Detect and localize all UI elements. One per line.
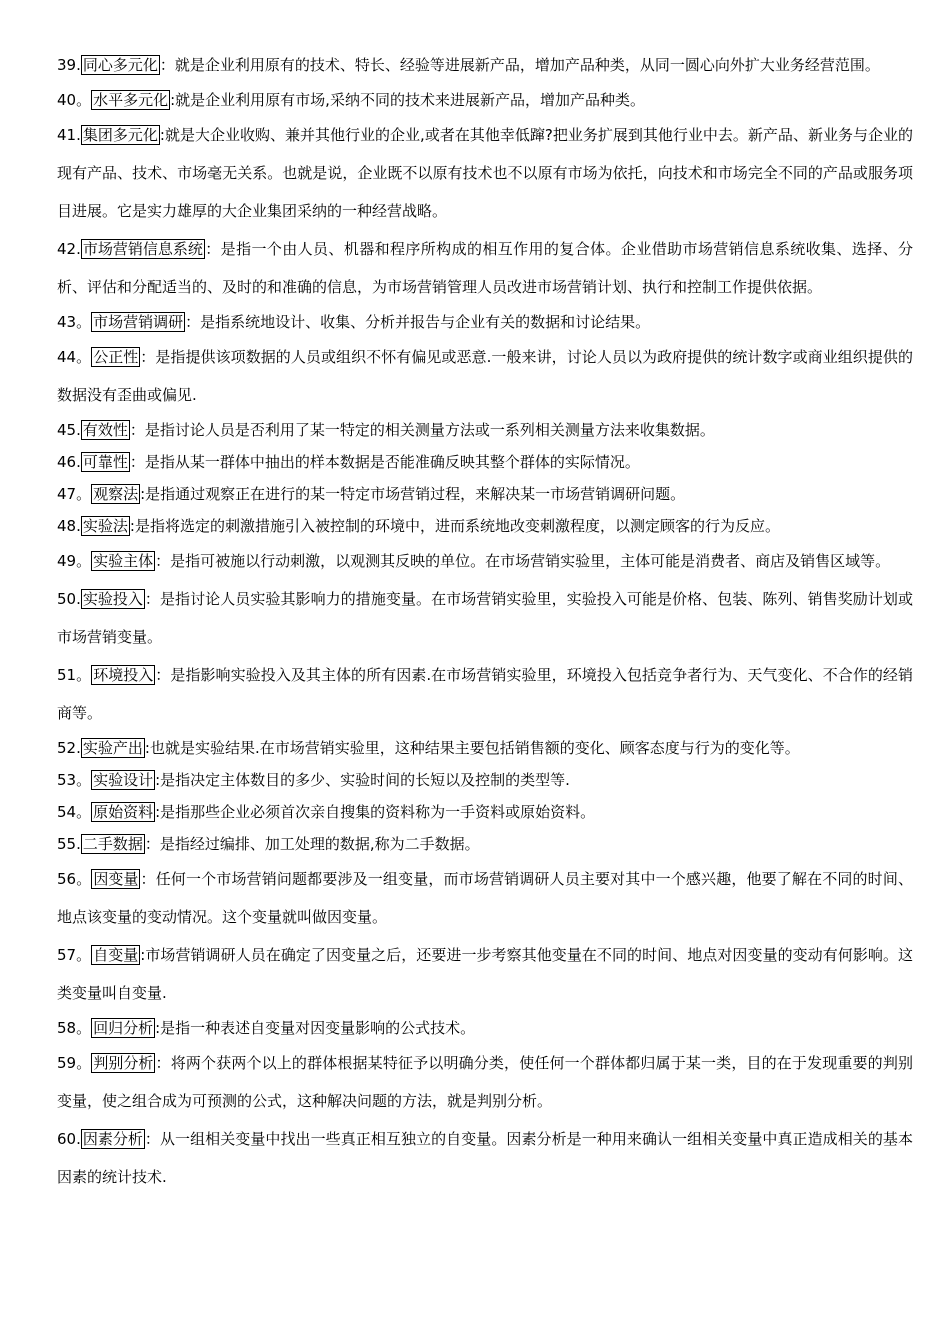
entry-definition: 是指从某一群体中抽出的样本数据是否能准确反映其整个群体的实际情况。 — [144, 453, 640, 471]
entry-56 — [57, 860, 913, 936]
entry-separator: ： — [129, 453, 145, 471]
glossary-page — [57, 46, 913, 1196]
entry-definition: 从一组相关变量中找出一些真正相互独立的自变量。因素分析是一种用来确认一组相关变量中真正造成相关的基本因素的统计技术. — [57, 1130, 913, 1186]
entry-term: 因素分析 — [82, 1130, 143, 1148]
entry-term: 因变量 — [93, 870, 139, 888]
entry-definition: 是指一个由人员、机器和程序所构成的相互作用的复合体。企业借助市场营销信息系统收集、选择、分析、评估和分配适当的、及时的和准确的信息，为市场营销管理人员改进市场营销计划、执行和控制工作提供依据。 — [57, 240, 913, 296]
entry-59 — [57, 1044, 913, 1120]
entry-number: 40。 — [57, 91, 92, 109]
entry-separator: ： — [144, 835, 160, 853]
entry-number: 60. — [57, 1130, 81, 1148]
entry-number: 39. — [57, 56, 81, 74]
entry-definition: 市场营销调研人员在确定了因变量之后，还要进一步考察其他变量在不同的时间、地点对因变量的变动有何影响。这类变量叫自变量. — [57, 946, 913, 1002]
entry-definition: 就是企业利用原有市场,采纳不同的技术来进展新产品，增加产品种类。 — [175, 91, 645, 109]
entry-47 — [57, 478, 913, 510]
entry-separator: ： — [140, 870, 156, 888]
entry-separator: : — [159, 126, 165, 144]
entry-41 — [57, 116, 913, 230]
entry-term: 可靠性 — [82, 453, 128, 471]
entry-definition: 是指将选定的刺激措施引入被控制的环境中，进而系统地改变刺激程度，以测定顾客的行为反应。 — [134, 517, 780, 535]
entry-definition: 也就是实验结果.在市场营销实验里，这种结果主要包括销售额的变化、顾客态度与行为的变化等。 — [149, 739, 800, 757]
entry-51 — [57, 656, 913, 732]
entry-definition: 是指系统地设计、收集、分析并报告与企业有关的数据和讨论结果。 — [200, 313, 651, 331]
entry-separator: : — [155, 771, 161, 789]
entry-40 — [57, 84, 913, 116]
entry-term: 环境投入 — [93, 666, 154, 684]
entry-term: 自变量 — [93, 946, 139, 964]
entry-number: 53。 — [57, 771, 92, 789]
entry-number: 56。 — [57, 870, 92, 888]
entry-number: 55. — [57, 835, 81, 853]
entry-44 — [57, 338, 913, 414]
entry-number: 46. — [57, 453, 81, 471]
entry-54 — [57, 796, 913, 828]
entry-term: 回归分析 — [93, 1019, 154, 1037]
entry-term: 二手数据 — [82, 835, 143, 853]
entry-separator: : — [155, 803, 161, 821]
entry-definition: 将两个获两个以上的群体根据某特征予以明确分类，使任何一个群体都归属于某一类，目的在于发现重要的判别变量，使之组合成为可预测的公式，这种解决问题的方法，就是判别分析。 — [57, 1054, 913, 1110]
entry-number: 41. — [57, 126, 81, 144]
entry-number: 59。 — [57, 1054, 92, 1072]
entry-number: 57。 — [57, 946, 92, 964]
entry-50 — [57, 580, 913, 656]
entry-57 — [57, 936, 913, 1012]
entry-separator: : — [144, 739, 150, 757]
entry-separator: ： — [144, 590, 160, 608]
entry-55 — [57, 828, 913, 860]
entry-term: 市场营销调研 — [93, 313, 184, 331]
entry-number: 58。 — [57, 1019, 92, 1037]
entry-separator: ： — [155, 666, 171, 684]
entry-separator: ： — [140, 348, 156, 366]
entry-number: 49。 — [57, 552, 92, 570]
entry-term: 实验主体 — [93, 552, 154, 570]
entry-definition: 是指影响实验投入及其主体的所有因素.在市场营销实验里，环境投入包括竞争者行为、天气变化、不合作的经销商等。 — [57, 666, 913, 722]
entry-separator: : — [140, 485, 146, 503]
entry-definition: 是指经过编排、加工处理的数据,称为二手数据。 — [159, 835, 480, 853]
entry-term: 水平多元化 — [93, 91, 169, 109]
entry-separator: ： — [144, 1130, 160, 1148]
entry-49 — [57, 542, 913, 580]
entry-definition: 就是大企业收购、兼并其他行业的企业,或者在其他幸低蹿?把业务扩展到其他行业中去。新产品、新业务与企业的现有产品、技术、市场毫无关系。也就是说，企业既不以原有技术也不以原有市场为依托，向技术和市场完全不同的产品或服务项目进展。它是实力雄厚的大企业集团采纳的一种经营战略。 — [57, 126, 913, 220]
entry-definition: 是指通过观察正在进行的某一特定市场营销过程，来解决某一市场营销调研问题。 — [145, 485, 686, 503]
entry-number: 42. — [57, 240, 81, 258]
entry-separator: ： — [159, 56, 175, 74]
entry-separator: ： — [204, 240, 221, 258]
entry-48 — [57, 510, 913, 542]
entry-term: 实验法 — [82, 517, 128, 535]
entry-number: 48. — [57, 517, 81, 535]
entry-number: 44。 — [57, 348, 92, 366]
entry-definition: 是指可被施以行动刺激，以观测其反映的单位。在市场营销实验里，主体可能是消费者、商店及销售区域等。 — [170, 552, 891, 570]
entry-term: 实验设计 — [93, 771, 154, 789]
entry-separator: ： — [155, 1054, 171, 1072]
entry-definition: 任何一个市场营销问题都要涉及一组变量，而市场营销调研人员主要对其中一个感兴趣，他要了解在不同的时间、地点该变量的变动情况。这个变量就叫做因变量。 — [57, 870, 913, 926]
entry-52 — [57, 732, 913, 764]
entry-definition: 是指讨论人员是否利用了某一特定的相关测量方法或一系列相关测量方法来收集数据。 — [144, 421, 715, 439]
entry-term: 实验产出 — [82, 739, 143, 757]
entry-separator: : — [129, 517, 135, 535]
entry-number: 45. — [57, 421, 81, 439]
entry-60 — [57, 1120, 913, 1196]
entry-definition: 是指一种表述自变量对因变量影响的公式技术。 — [160, 1019, 476, 1037]
entry-43 — [57, 306, 913, 338]
entry-term: 原始资料 — [93, 803, 154, 821]
entry-separator: ： — [129, 421, 145, 439]
entry-definition: 是指讨论人员实验其影响力的措施变量。在市场营销实验里，实验投入可能是价格、包装、陈列、销售奖励计划或市场营销变量。 — [57, 590, 913, 646]
entry-term: 判别分析 — [93, 1054, 154, 1072]
entry-separator: ： — [185, 313, 201, 331]
entry-separator: : — [170, 91, 176, 109]
entry-definition: 就是企业利用原有的技术、特长、经验等进展新产品，增加产品种类，从同一圆心向外扩大业务经营范围。 — [174, 56, 880, 74]
entry-term: 集团多元化 — [82, 126, 158, 144]
entry-number: 50. — [57, 590, 81, 608]
entry-term: 实验投入 — [82, 590, 143, 608]
entry-term: 公正性 — [93, 348, 139, 366]
entry-number: 51。 — [57, 666, 92, 684]
entry-53 — [57, 764, 913, 796]
entry-separator: ： — [155, 552, 171, 570]
entry-58 — [57, 1012, 913, 1044]
entry-term: 有效性 — [82, 421, 128, 439]
entry-number: 52. — [57, 739, 81, 757]
entry-45 — [57, 414, 913, 446]
entry-39 — [57, 46, 913, 84]
entry-term: 市场营销信息系统 — [82, 240, 203, 258]
entry-separator: : — [155, 1019, 161, 1037]
entry-definition: 是指提供该项数据的人员或组织不怀有偏见或恶意.一般来讲，讨论人员以为政府提供的统计数字或商业组织提供的数据没有歪曲或偏见. — [57, 348, 913, 404]
entry-number: 43。 — [57, 313, 92, 331]
entry-term: 观察法 — [93, 485, 139, 503]
entry-46 — [57, 446, 913, 478]
entry-term: 同心多元化 — [82, 56, 158, 74]
entry-42 — [57, 230, 913, 306]
entry-number: 54。 — [57, 803, 92, 821]
entry-separator: : — [140, 946, 146, 964]
entry-number: 47。 — [57, 485, 92, 503]
entry-definition: 是指决定主体数目的多少、实验时间的长短以及控制的类型等. — [160, 771, 570, 789]
entry-definition: 是指那些企业必须首次亲自搜集的资料称为一手资料或原始资料。 — [160, 803, 596, 821]
